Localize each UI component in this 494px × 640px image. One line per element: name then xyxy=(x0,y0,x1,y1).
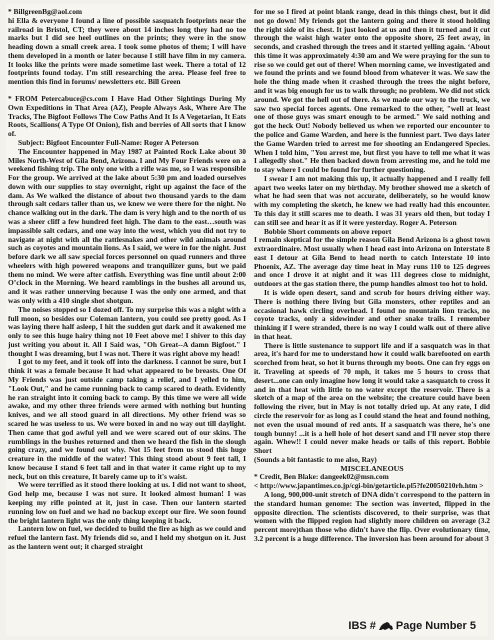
newsletter-page xyxy=(6,4,491,636)
bill-green-report: hi Ella & everyone I found a line of possible sasquatch footprints near the railroad in Bristol, CT; they were about 14 inches long they had no toe marks but I did see heel outlines on the prints; they were in the snow heading down a small creek area. I took some photos of them; I will have them developed in a month or later because I still have film in my camera. It looks like the prints were made sometime last week. There a total of 12 footprints found today. I’m still researching the area. Please feel free to mention this find in forums/ newsletters etc. Bill Green xyxy=(8,15,246,87)
encounter-paragraph-2: The noises stopped so I dozed off. To my surprise this was a night with a full moon, so besides our Coleman lantern, you could see pretty good. As I was laying there half asleep, I hit the sudden gut dark and it awakened me only to see this huge hairy thing not 10 Feet above me! I shiver to this day just writing you about it. All I Said was, "Oh Great--A damn Bigfoot." I thought I was dreaming, but I was not. There it was right above my head! xyxy=(8,304,246,358)
encounter-paragraph-3: I got to my feet, and it took off into the darkness. I cannot be sure, but I think it was a female because It had what appeared to be breasts. One Of My Friends was just outside camp taking a relief, and I yelled to him, "Look Out," and he came running back to camp scared to death. Evidently he ran straight into it coming back to camp. By this time we were all wide awake, and my other three friends were armed with nothing but hunting knives, and we all stood guard in all directions. My other friend was so scared he was useless to us. We were boxed in and no way out till daylight. Then came that god awful yell and we were scared out of our skins. The rumblings in the bushes returned and then we heard the fish in the slough going crazy, and we found out why. Not 15 feet from us stood this huge creature in the middle of the water! This thing stood about 9 feet tall, I know because I stand 6 feet tall and in that water it came right up to my neck, but on this creature, It barely came up to it's waist. xyxy=(8,357,246,481)
right-column xyxy=(254,8,490,544)
encounter-paragraph-5: Lantern low on fuel, we decided to build the fire as high as we could and refuel the lantern fast. My friends did so, and I held my shotgun on it. Just as the lantern went out; it charged straight xyxy=(8,524,246,551)
left-column xyxy=(8,8,246,552)
bigfoot-silhouette-icon xyxy=(378,621,394,631)
encounter-paragraph-4: We were terrified as it stood there looking at us. I did not want to shoot, God help me, because I was not sure. It looked almost human! I was keeping my rifle pointed at it, just in case. Then our lantern started running low on fuel and we had no backup except our fire. We soon found the bright lantern light was the only thing keeping it back. xyxy=(8,480,246,525)
japantimes-link[interactable]: < http://www.japantimes.co.jp/cgi-bin/getarticle.pl5?fe20050210rh.htm > xyxy=(254,481,484,491)
bobbie-short-heading: Bobbie Short comments on above report xyxy=(264,226,392,236)
encounter-paragraph-1: The Encounter happened in May 1987 at Painted Rock Lake about 30 Miles North-West of Gila Bend, Arizona. I and My Four Friends were on a weekend fishing trip. The only one with a rifle was me, so I was responsible For the group. We arrived at the lake about 5:30 pm and loaded ourselves down with our supplies to stay overnight, right up against the face of the dam. As We walked the distance of about two thousand yards to the dam through salt cedars taller than us, we knew we were there for the night. No chance walking out in the dark. The dam is very high and to the north of us was a sheer cliff a few hundred feet high. The dam to the east…south was impassible salt cedars, and one way into the west, which you did not try to navigate at night with all the rattlesnakes and other wild animals around such as coyotes and mountain lions. As I said, we were in for the night. Just before dark we all saw special forces personnel on quad runners and three wheelers with high powered weapons and tranquilizer guns, but we paid them no mind. We were after catfish. Everything was fine until about 2:00 O’clock in the Morning. We heard ramblings in the bushes all around us, and it was rather unnerving because I was the only one armed, and that was only with a 410 single shot shotgun. xyxy=(8,146,246,305)
encounter-subject: Subject: Bigfoot Encounter Full-Name: Roger A Peterson xyxy=(18,137,199,147)
ray-comment: (Sounds a bit fantastic to me also, Ray) xyxy=(254,454,377,464)
dna-article-text: A long, 900,000-unit stretch of DNA didn't correspond to the pattern in the standard human genome: The section was inverted, flipped in the opposite direction. The scientists discovered, to their surprise, was that women with the flipped region had slightly more children on average (3.2 percent more)than those who didn't have the flip. Over evolutionary time, 3.2 percent is a huge difference. The inversion has been around for about 3 xyxy=(254,489,490,543)
encounter-continued: for me so I fired at point blank range, dead in this things chest, but it did not go down! My friends got the lantern going and there it stood holding the right side of its chest. It just looked at us and then it turned and it cut through the waist high water onto the opposite shore, 25 feet away, in seconds, and crashed through the trees and it started yelling again. ‘About this time it was approximately 4:30 am and We were praying for the sun to rise so we could get out of there! When morning came, we investigated and we found the prints and we found blood from whatever it was. We saw the hole the thing made when it crashed through the trees the night before, and it was big enough for us to walk through; no problem. We did not stick around. We got the hell out of there. As we made our way to the truck, we saw two special forces agents. One remarked to the other, "well at least one of those guys was smart enough to be armed." We said nothing and got the heck Out! Nobody believed us when we reported our encounter to the police and Game Warden, and here is the funniest part. Two days later the Game Warden tried to arrest me for shooting an Endangered Species. When I told him, "You arrest me, but first you have to tell me what it was I allegedly shot." He then backed down from arresting me, and he told me to stay where I could be found for further questioning. xyxy=(254,7,491,175)
page-footer xyxy=(348,620,476,632)
bobbie-short-comment-1: I remain skeptical for the simple reason Gila Bend Arizona is a ghost town extraordinaire. Most usually when I head east into Arizona on Interstate 8 east I detour at Gila Bend to head north to catch Interstate 10 into Phoenix, AZ. The average day time heat in May runs 110 to 125 degrees and once I drove it at night and it was 111 degrees close to midnight, outdoors at the gas station there, the pump handles almost too hot to hold. xyxy=(254,235,490,289)
bobbie-short-comment-2: It is wide open desert, sand and scrub for hours driving either way. There is nothing there living but Gila monsters, other reptiles and an occasional hawk circling overhead. I found no mountain lion tracks, no coyote tracks, only a sidewinder and other snake trails. I remember thinking if I were stranded, there is no way I could walk out of there alive in that heat. xyxy=(254,288,490,341)
encounter-closing: I swear I am not making this up, it actually happened and I really fell apart two weeks later on my birthday. My brother showed me a sketch of what he had seen that was not accurate, deliberately, so he would know with my completing the sketch, he knew we had really had this encounter. To this day it still scares me to death. I was 31 years old then, but today I can still see and hear it as if it were yesterday. Roger A. Peterson xyxy=(254,173,490,227)
footer-prefix: IBS # xyxy=(348,620,376,632)
peter-cabuce-report: * FROM Petercabuce@cs.com I Have Had Other Sightings During My Own Expeditions in That Area (AZ), People Always Ask, Where Are The Tracks, The Bigfoot Follows The Cow Paths And It Is A Vegetarian, It Eats Roots, Scallions( A Type Of Onion), fish and berries of All sorts that I know of. xyxy=(8,94,246,139)
email-header-bill-green: * BillgreenBg@aol.com xyxy=(8,7,83,16)
page-number-label: Page Number 5 xyxy=(395,620,476,632)
ben-blake-credit: * Credit, Ben Blake: dangeek02@msn.com xyxy=(254,472,389,482)
bobbie-short-comment-3: There is little sustenance to support life and if a sasquatch was in that area, it's hard for me to understand how it could walk barefooted on earth scorched from heat, so hot it burns through my boots. One can fry eggs on it. Traveling at speeds of 70 mph, it takes me 5 hours to cross that desert...one can only imagine how long it would take a sasquatch to cross it and in that heat with little to no water except the reservoir. There is a sketch of a map of the area on the website; the creature could have been following the river, but in May is not totally dried up. At any rate, I did circle the reservoir for as long as I could stand the heat and found nothing, not even the usual mound of red ants. If a sasquatch was there, he's one tough bunny! ...it is a hell hole of hot desert sand and I'll never stop there again. Whew!! I could never make heads or tails of this report. Bobbie Short xyxy=(254,340,490,456)
miscellaneous-heading: MISCELANEOUS xyxy=(340,463,404,473)
